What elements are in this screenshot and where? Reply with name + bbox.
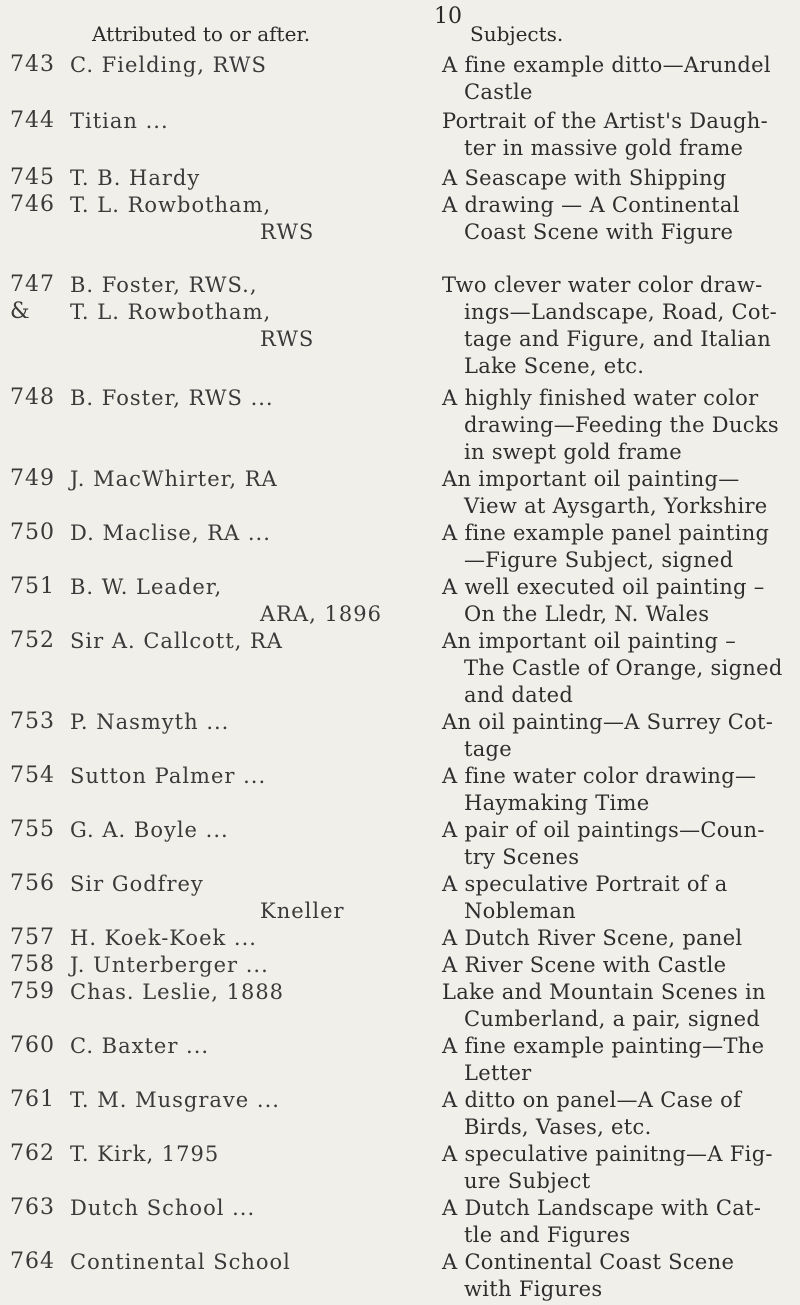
subject-description: An important oil painting— View at Aysgarth, Yorkshire xyxy=(442,467,768,518)
artist-name: G. A. Boyle ... xyxy=(70,818,229,842)
artist-name: T. L. Rowbotham, RWS xyxy=(70,193,315,244)
lot-number: 756 xyxy=(10,871,55,896)
lot-number: 761 xyxy=(10,1087,55,1112)
subject-description: A fine example panel painting —Figure Subject, signed xyxy=(442,521,770,572)
lot-number: 763 xyxy=(10,1195,55,1220)
subject-description: A Dutch Landscape with Cat- tle and Figures xyxy=(442,1196,762,1247)
subject-description: A pair of oil paintings—Coun- try Scenes xyxy=(442,818,765,869)
lot-number: 744 xyxy=(10,108,55,133)
artist-name: J. Unterberger ... xyxy=(70,953,269,977)
artist-name: D. Maclise, RA ... xyxy=(70,521,271,545)
subject-description: A Continental Coast Scene with Figures xyxy=(442,1250,735,1301)
subject-description: A fine example ditto—Arundel Castle xyxy=(442,53,771,104)
artist-name: Continental School xyxy=(70,1250,291,1274)
artist-name: Sir A. Callcott, RA xyxy=(70,629,283,653)
lot-number: 755 xyxy=(10,817,55,842)
subject-description: A drawing — A Continental Coast Scene with Figure xyxy=(442,193,740,244)
artist-name: Sutton Palmer ... xyxy=(70,764,267,788)
artist-name: T. Kirk, 1795 xyxy=(70,1142,220,1166)
subject-description: A Dutch River Scene, panel xyxy=(442,926,743,950)
lot-number: 764 xyxy=(10,1249,55,1274)
artist-name: B. Foster, RWS., T. L. Rowbotham, RWS xyxy=(70,273,315,351)
artist-name: Dutch School ... xyxy=(70,1196,256,1220)
subject-column-header: Subjects. xyxy=(470,22,564,46)
subject-description: A speculative Portrait of a Nobleman xyxy=(442,872,728,923)
subject-description: A fine water color drawing— Haymaking Time xyxy=(442,764,757,815)
lot-number: 759 xyxy=(10,979,55,1004)
artist-name: C. Fielding, RWS xyxy=(70,53,267,77)
subject-description: A ditto on panel—A Case of Birds, Vases, etc. xyxy=(442,1088,742,1139)
lot-number: 750 xyxy=(10,520,55,545)
lot-number: 749 xyxy=(10,466,55,491)
lot-number: 748 xyxy=(10,385,55,410)
artist-name: P. Nasmyth ... xyxy=(70,710,230,734)
subject-description: An oil painting—A Surrey Cot- tage xyxy=(442,710,774,761)
page-number: 10 xyxy=(434,4,462,29)
artist-name: T. B. Hardy xyxy=(70,166,201,190)
artist-name: B. W. Leader, ARA, 1896 xyxy=(70,575,382,626)
artist-name: B. Foster, RWS ... xyxy=(70,386,274,410)
artist-name: H. Koek-Koek ... xyxy=(70,926,257,950)
subject-description: A River Scene with Castle xyxy=(442,953,727,977)
lot-number: 745 xyxy=(10,165,55,190)
subject-description: Lake and Mountain Scenes in Cumberland, a pair, signed xyxy=(442,980,766,1031)
subject-description: Portrait of the Artist's Daugh- ter in massive gold frame xyxy=(442,109,768,160)
lot-number: 743 xyxy=(10,52,55,77)
subject-description: A Seascape with Shipping xyxy=(442,166,727,190)
artist-name: Sir Godfrey Kneller xyxy=(70,872,345,923)
artist-name: J. MacWhirter, RA xyxy=(70,467,278,491)
subject-description: A speculative painitng—A Fig- ure Subject xyxy=(442,1142,773,1193)
subject-description: A well executed oil painting – On the Lledr, N. Wales xyxy=(442,575,765,626)
lot-number: 762 xyxy=(10,1141,55,1166)
artist-name: Chas. Leslie, 1888 xyxy=(70,980,285,1004)
artist-column-header: Attributed to or after. xyxy=(92,22,311,46)
lot-number: 758 xyxy=(10,952,55,977)
lot-number: 752 xyxy=(10,628,55,653)
artist-name: C. Baxter ... xyxy=(70,1034,210,1058)
subject-description: An important oil painting – The Castle of Orange, signed and dated xyxy=(442,629,783,707)
lot-number: 757 xyxy=(10,925,55,950)
artist-name: T. M. Musgrave ... xyxy=(70,1088,280,1112)
lot-number: 760 xyxy=(10,1033,55,1058)
subject-description: A highly finished water color drawing—Feeding the Ducks in swept gold frame xyxy=(442,386,779,464)
lot-number: 751 xyxy=(10,574,55,599)
subject-description: Two clever water color draw- ings—Landscape, Road, Cot- tage and Figure, and Italian Lake Scene, etc. xyxy=(442,273,777,378)
lot-number: 746 xyxy=(10,192,55,217)
artist-name: Titian ... xyxy=(70,109,169,133)
lot-number: 753 xyxy=(10,709,55,734)
lot-number: 754 xyxy=(10,763,55,788)
lot-number: 747 & xyxy=(10,272,55,324)
subject-description: A fine example painting—The Letter xyxy=(442,1034,765,1085)
